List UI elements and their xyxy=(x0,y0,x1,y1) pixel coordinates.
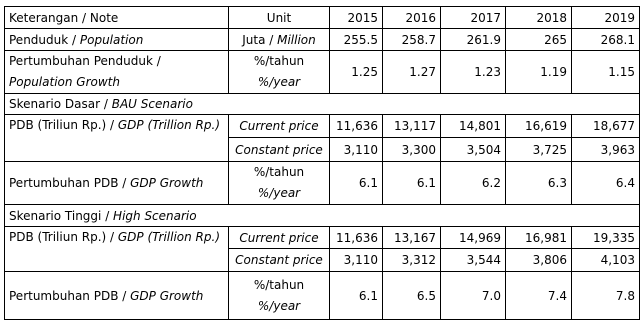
high-growth-value: 6.1 xyxy=(330,272,383,320)
high-growth-value: 6.5 xyxy=(383,272,441,320)
high-constant-price-label: Constant price xyxy=(229,249,330,272)
population-unit: Juta / Million xyxy=(229,29,330,51)
header-year: 2019 xyxy=(572,7,640,29)
high-current-value: 14,969 xyxy=(441,227,506,249)
high-constant-value: 3,110 xyxy=(330,249,383,272)
high-gdp-current-row xyxy=(5,227,640,249)
header-year: 2018 xyxy=(506,7,572,29)
high-constant-value: 3,806 xyxy=(506,249,572,272)
high-constant-value: 4,103 xyxy=(572,249,640,272)
high-growth-value: 7.4 xyxy=(506,272,572,320)
high-current-value: 11,636 xyxy=(330,227,383,249)
bau-constant-value: 3,504 xyxy=(441,138,506,162)
high-constant-value: 3,544 xyxy=(441,249,506,272)
bau-gdp-label: PDB (Triliun Rp.) / GDP (Trillion Rp.) xyxy=(5,115,229,162)
population-value: 265 xyxy=(506,29,572,51)
bau-gdp-growth-row xyxy=(5,162,640,205)
population-value: 268.1 xyxy=(572,29,640,51)
header-year: 2017 xyxy=(441,7,506,29)
bau-section-row xyxy=(5,94,640,115)
high-section-row xyxy=(5,205,640,227)
population-growth-label: Pertumbuhan Penduduk / Population Growth xyxy=(5,51,229,94)
population-growth-value: 1.25 xyxy=(330,51,383,94)
population-growth-value: 1.23 xyxy=(441,51,506,94)
bau-constant-value: 3,110 xyxy=(330,138,383,162)
high-gdp-label: PDB (Triliun Rp.) / GDP (Trillion Rp.) xyxy=(5,227,229,272)
population-row xyxy=(5,29,640,51)
high-current-value: 13,167 xyxy=(383,227,441,249)
population-label: Penduduk / Population xyxy=(5,29,229,51)
population-growth-unit: %/tahun %/year xyxy=(229,51,330,94)
bau-growth-value: 6.1 xyxy=(383,162,441,205)
bau-growth-value: 6.1 xyxy=(330,162,383,205)
bau-current-value: 18,677 xyxy=(572,115,640,138)
bau-current-value: 14,801 xyxy=(441,115,506,138)
bau-gdp-current-row xyxy=(5,115,640,138)
population-growth-value: 1.19 xyxy=(506,51,572,94)
high-growth-value: 7.0 xyxy=(441,272,506,320)
population-value: 258.7 xyxy=(383,29,441,51)
high-current-price-label: Current price xyxy=(229,227,330,249)
bau-growth-value: 6.4 xyxy=(572,162,640,205)
header-year: 2016 xyxy=(383,7,441,29)
header-unit: Unit xyxy=(229,7,330,29)
projection-table xyxy=(4,6,640,320)
bau-current-value: 11,636 xyxy=(330,115,383,138)
header-row xyxy=(5,7,640,29)
bau-gdp-growth-label: Pertumbuhan PDB / GDP Growth xyxy=(5,162,229,205)
bau-constant-value: 3,963 xyxy=(572,138,640,162)
bau-constant-price-label: Constant price xyxy=(229,138,330,162)
high-current-value: 19,335 xyxy=(572,227,640,249)
high-section-title: Skenario Tinggi / High Scenario xyxy=(5,205,640,227)
bau-constant-value: 3,300 xyxy=(383,138,441,162)
population-growth-value: 1.27 xyxy=(383,51,441,94)
bau-gdp-growth-unit: %/tahun %/year xyxy=(229,162,330,205)
high-gdp-growth-label: Pertumbuhan PDB / GDP Growth xyxy=(5,272,229,320)
population-growth-row xyxy=(5,51,640,94)
high-growth-value: 7.8 xyxy=(572,272,640,320)
bau-section-title: Skenario Dasar / BAU Scenario xyxy=(5,94,640,115)
high-gdp-growth-row xyxy=(5,272,640,320)
bau-growth-value: 6.2 xyxy=(441,162,506,205)
bau-current-value: 16,619 xyxy=(506,115,572,138)
bau-current-value: 13,117 xyxy=(383,115,441,138)
header-year: 2015 xyxy=(330,7,383,29)
population-value: 255.5 xyxy=(330,29,383,51)
population-value: 261.9 xyxy=(441,29,506,51)
bau-constant-value: 3,725 xyxy=(506,138,572,162)
high-constant-value: 3,312 xyxy=(383,249,441,272)
header-note: Keterangan / Note xyxy=(5,7,229,29)
bau-current-price-label: Current price xyxy=(229,115,330,138)
high-current-value: 16,981 xyxy=(506,227,572,249)
bau-growth-value: 6.3 xyxy=(506,162,572,205)
high-gdp-growth-unit: %/tahun %/year xyxy=(229,272,330,320)
population-growth-value: 1.15 xyxy=(572,51,640,94)
